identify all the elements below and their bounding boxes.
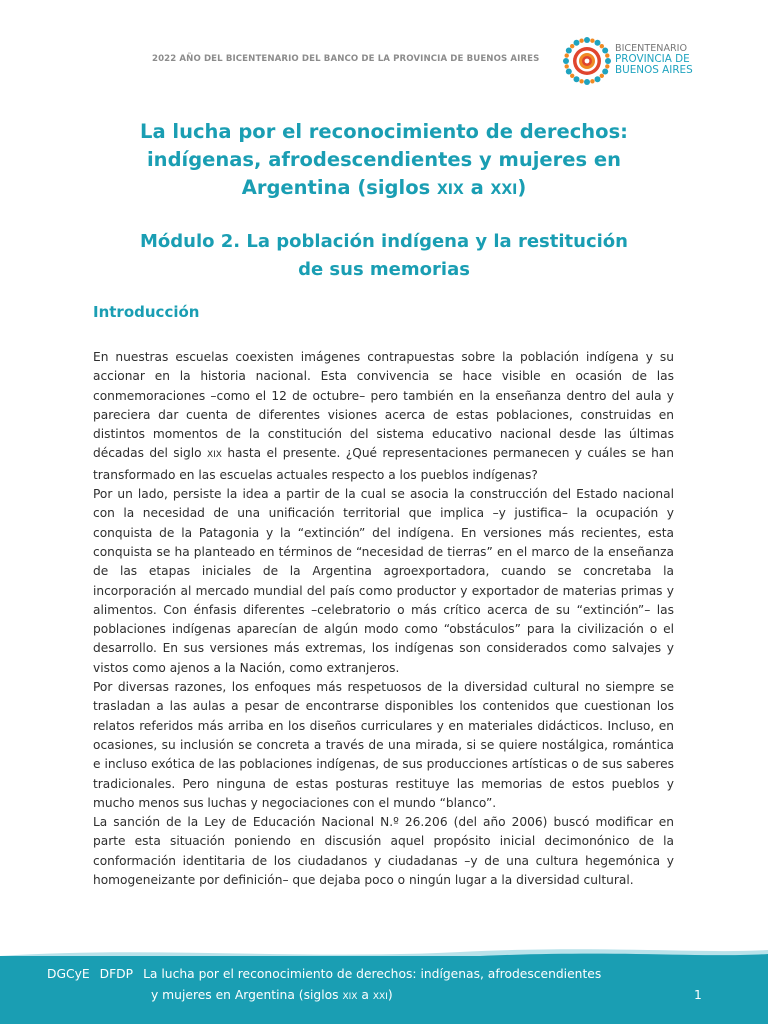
bicentenario-logo xyxy=(562,36,742,86)
century-xxi: XXI xyxy=(490,182,518,198)
title-line-3: Argentina (siglos XIX a XXI) xyxy=(241,176,527,199)
footer-org-dgcye: DGCyE xyxy=(47,967,90,981)
bicentenario-seal-icon xyxy=(562,36,612,86)
document-title xyxy=(110,118,658,204)
subtitle-line-1: Módulo 2. La población indígena y la restitución xyxy=(140,231,628,252)
footer-title-line-1: La lucha por el reconocimiento de derechos: indígenas, afrodescendientes xyxy=(143,967,602,981)
paragraph-4: La sanción de la Ley de Educación Nacional N.º 26.206 (del año 2006) buscó modificar en parte esta situación poniendo en discusión aquel propósito inicial decimonónico de la conformación identitaria de los ciudadanos y ciudadanas –y de una cultura hegemónica y homogeneizante por definición– que dejaba poco o ningún lugar a la diversidad cultural. xyxy=(93,815,674,888)
paragraph-1: En nuestras escuelas coexisten imágenes contrapuestas sobre la población indígena y su accionar en la historia nacional. Esta convivencia se hace visible en ocasión de las conmemoraciones –como el 12 de octubre– pero también en la enseñanza dentro del aula y pareciera dar cuenta de diferentes visiones acerca de estas poblaciones, construidas en distintos momentos de la constitución del sistema educativo nacional desde las últimas décadas del siglo XIX hasta el presente. ¿Qué representaciones permanecen y cuáles se han transformado en las escuelas actuales respecto a los pueblos indígenas? xyxy=(93,350,674,482)
logo-text-bicentenario: BICENTENARIO xyxy=(615,43,688,54)
paragraph-3: Por diversas razones, los enfoques más respetuosos de la diversidad cultural no siempre se trasladan a las aulas a pesar de encontrarse disponibles los contenidos que cuestionan los relatos referidos más arriba en los diseños curriculares y en materiales didácticos. Incluso, en ocasiones, su inclusión se concreta a través de una mirada, si se quiere nostálgica, romántica e incluso exótica de las poblaciones indígenas, de sus producciones artísticas o de sus saberes tradicionales. Pero ninguna de estas posturas restituye las memorias de estos pueblos y mucho menos sus luchas y negociaciones con el mundo “blanco”. xyxy=(93,680,674,810)
century-xix: XIX xyxy=(436,182,464,198)
century-xix-inline: XIX xyxy=(206,450,222,461)
logo-text-buenos-aires: BUENOS AIRES xyxy=(615,64,693,76)
logo-text-provincia: PROVINCIA DE xyxy=(615,53,690,65)
title-line-1: La lucha por el reconocimiento de derechos: xyxy=(140,120,628,143)
footer-line-1 xyxy=(47,967,601,981)
footer-line-2: y mujeres en Argentina (siglos XIX a XXI) xyxy=(151,988,393,1002)
module-subtitle xyxy=(110,228,658,284)
page-footer xyxy=(0,956,768,1024)
body-text xyxy=(93,348,674,890)
page-number: 1 xyxy=(694,988,702,1002)
header-banner-text: 2022 AÑO DEL BICENTENARIO DEL BANCO DE LA PROVINCIA DE BUENOS AIRES xyxy=(152,54,540,64)
subtitle-line-2: de sus memorias xyxy=(298,259,470,280)
title-line-2: indígenas, afrodescendientes y mujeres en xyxy=(147,148,621,171)
section-heading-introduccion: Introducción xyxy=(93,303,200,321)
paragraph-2: Por un lado, persiste la idea a partir de la cual se asocia la construcción del Estado nacional con la necesidad de una unificación territorial que implica –y justifica– la ocupación y conquista de la Patagonia y la “extinción” del indígena. En versiones más recientes, esta conquista se ha planteado en términos de “necesidad de tierras” en el marco de la enseñanza de las etapas iniciales de la Argentina agroexportadora, cuando se concretaba la incorporación al mercado mundial del país como productor y exportador de materias primas y alimentos. Con énfasis diferentes –celebratorio o más crítico acerca de su “extinción”– las poblaciones indígenas aparecían de algún modo como “obstáculos” para la civilización o el desarrollo. En sus versiones más extremas, los indígenas son considerados como salvajes y vistos como ajenos a la Nación, como extranjeros. xyxy=(93,487,674,675)
footer-org-dfdp: DFDP xyxy=(99,967,134,981)
